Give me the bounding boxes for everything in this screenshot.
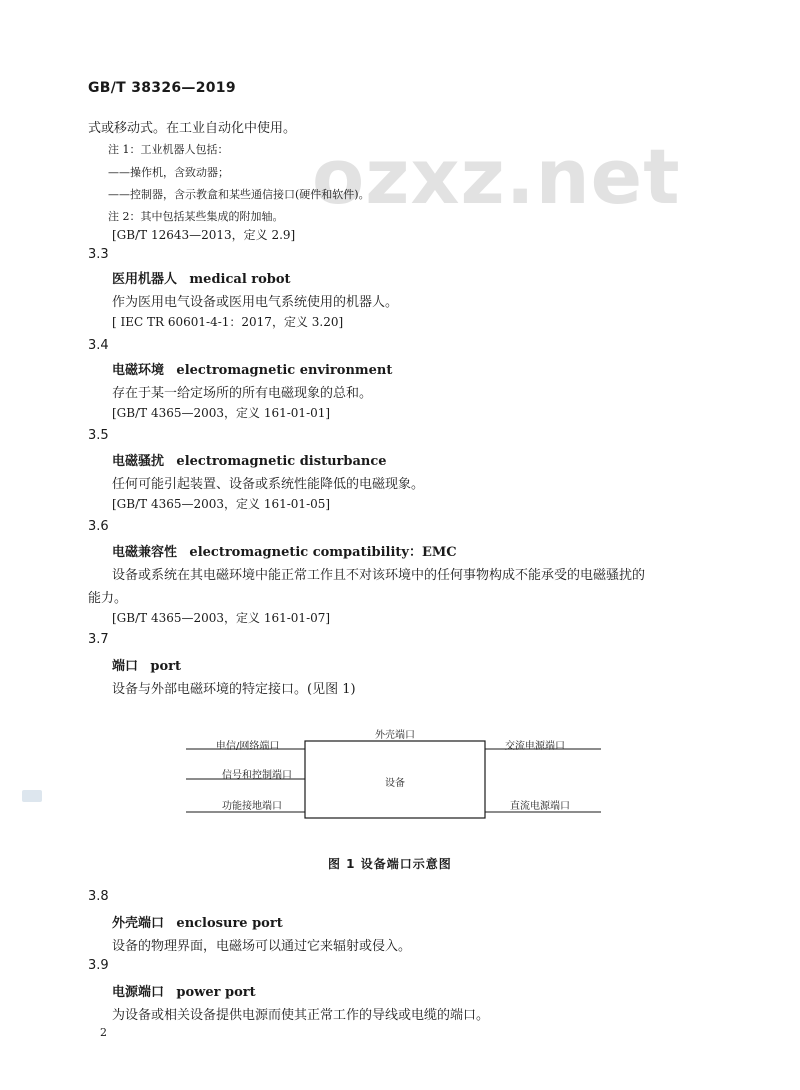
term-definition: 任何可能引起装置、设备或系统性能降低的电磁现象。 bbox=[112, 477, 425, 492]
telecom-port-label: 电信/网络端口 bbox=[216, 741, 280, 752]
term-reference: [GB/T 4365—2003，定义 161-01-05] bbox=[112, 497, 331, 511]
standard-number: GB/T 38326—2019 bbox=[88, 80, 236, 96]
term-definition: 设备与外部电磁环境的特定接口。(见图 1) bbox=[112, 682, 356, 697]
term-heading bbox=[112, 912, 283, 931]
term-zh: 端口 bbox=[112, 659, 139, 674]
device-label: 设备 bbox=[385, 778, 405, 789]
term-reference: [ IEC TR 60601-4-1：2017，定义 3.20] bbox=[112, 315, 344, 329]
term-reference: [GB/T 4365—2003，定义 161-01-07] bbox=[112, 611, 331, 625]
term-heading bbox=[112, 981, 256, 1000]
dc-port-label: 直流电源端口 bbox=[510, 801, 570, 812]
term-zh: 外壳端口 bbox=[112, 916, 165, 931]
term-number: 3.3 bbox=[88, 247, 109, 262]
note-2: 注 2：其中包括某些集成的附加轴。 bbox=[108, 210, 284, 223]
term-en: power port bbox=[176, 985, 256, 1000]
note-item-2: ——控制器，含示教盒和某些通信接口(硬件和软件)。 bbox=[108, 188, 370, 201]
term-en: enclosure port bbox=[176, 916, 283, 931]
continuation-text: 式或移动式。在工业自动化中使用。 bbox=[88, 121, 297, 136]
note-reference: [GB/T 12643—2013，定义 2.9] bbox=[112, 228, 296, 242]
term-number: 3.9 bbox=[88, 958, 109, 973]
term-definition: 存在于某一给定场所的所有电磁现象的总和。 bbox=[112, 386, 373, 401]
term-en: medical robot bbox=[189, 272, 291, 287]
term-en: electromagnetic disturbance bbox=[176, 454, 387, 469]
watermark: ozxz.net bbox=[312, 132, 681, 221]
term-number: 3.4 bbox=[88, 338, 109, 353]
signal-port-label: 信号和控制端口 bbox=[222, 770, 292, 781]
term-reference: [GB/T 4365—2003，定义 161-01-01] bbox=[112, 406, 331, 420]
term-definition: 设备的物理界面，电磁场可以通过它来辐射或侵入。 bbox=[112, 939, 412, 954]
term-definition: 为设备或相关设备提供电源而使其正常工作的导线或电缆的端口。 bbox=[112, 1008, 490, 1023]
term-zh: 电磁环境 bbox=[112, 363, 165, 378]
term-definition: 作为医用电气设备或医用电气系统使用的机器人。 bbox=[112, 295, 399, 310]
term-zh: 电源端口 bbox=[112, 985, 165, 1000]
term-zh: 医用机器人 bbox=[112, 272, 178, 287]
page-number: 2 bbox=[100, 1026, 107, 1039]
term-number: 3.6 bbox=[88, 519, 109, 534]
ac-port-label: 交流电源端口 bbox=[505, 741, 565, 752]
term-definition-continued: 能力。 bbox=[88, 591, 128, 606]
note-1: 注 1：工业机器人包括： bbox=[108, 143, 229, 156]
ground-port-label: 功能接地端口 bbox=[222, 801, 282, 812]
term-number: 3.7 bbox=[88, 632, 109, 647]
term-number: 3.5 bbox=[88, 428, 109, 443]
term-definition: 设备或系统在其电磁环境中能正常工作且不对该环境中的任何事物构成不能承受的电磁骚扰的 bbox=[112, 568, 646, 583]
term-zh: 电磁兼容性 bbox=[112, 545, 178, 560]
term-zh: 电磁骚扰 bbox=[112, 454, 165, 469]
term-number: 3.8 bbox=[88, 889, 109, 904]
term-en: electromagnetic compatibility：EMC bbox=[189, 545, 457, 560]
enclosure-port-label: 外壳端口 bbox=[375, 730, 415, 741]
figure-caption: 图 1 设备端口示意图 bbox=[328, 857, 452, 871]
note-item-1: ——操作机，含致动器； bbox=[108, 166, 229, 179]
term-en: electromagnetic environment bbox=[176, 363, 393, 378]
term-en: port bbox=[150, 659, 182, 674]
